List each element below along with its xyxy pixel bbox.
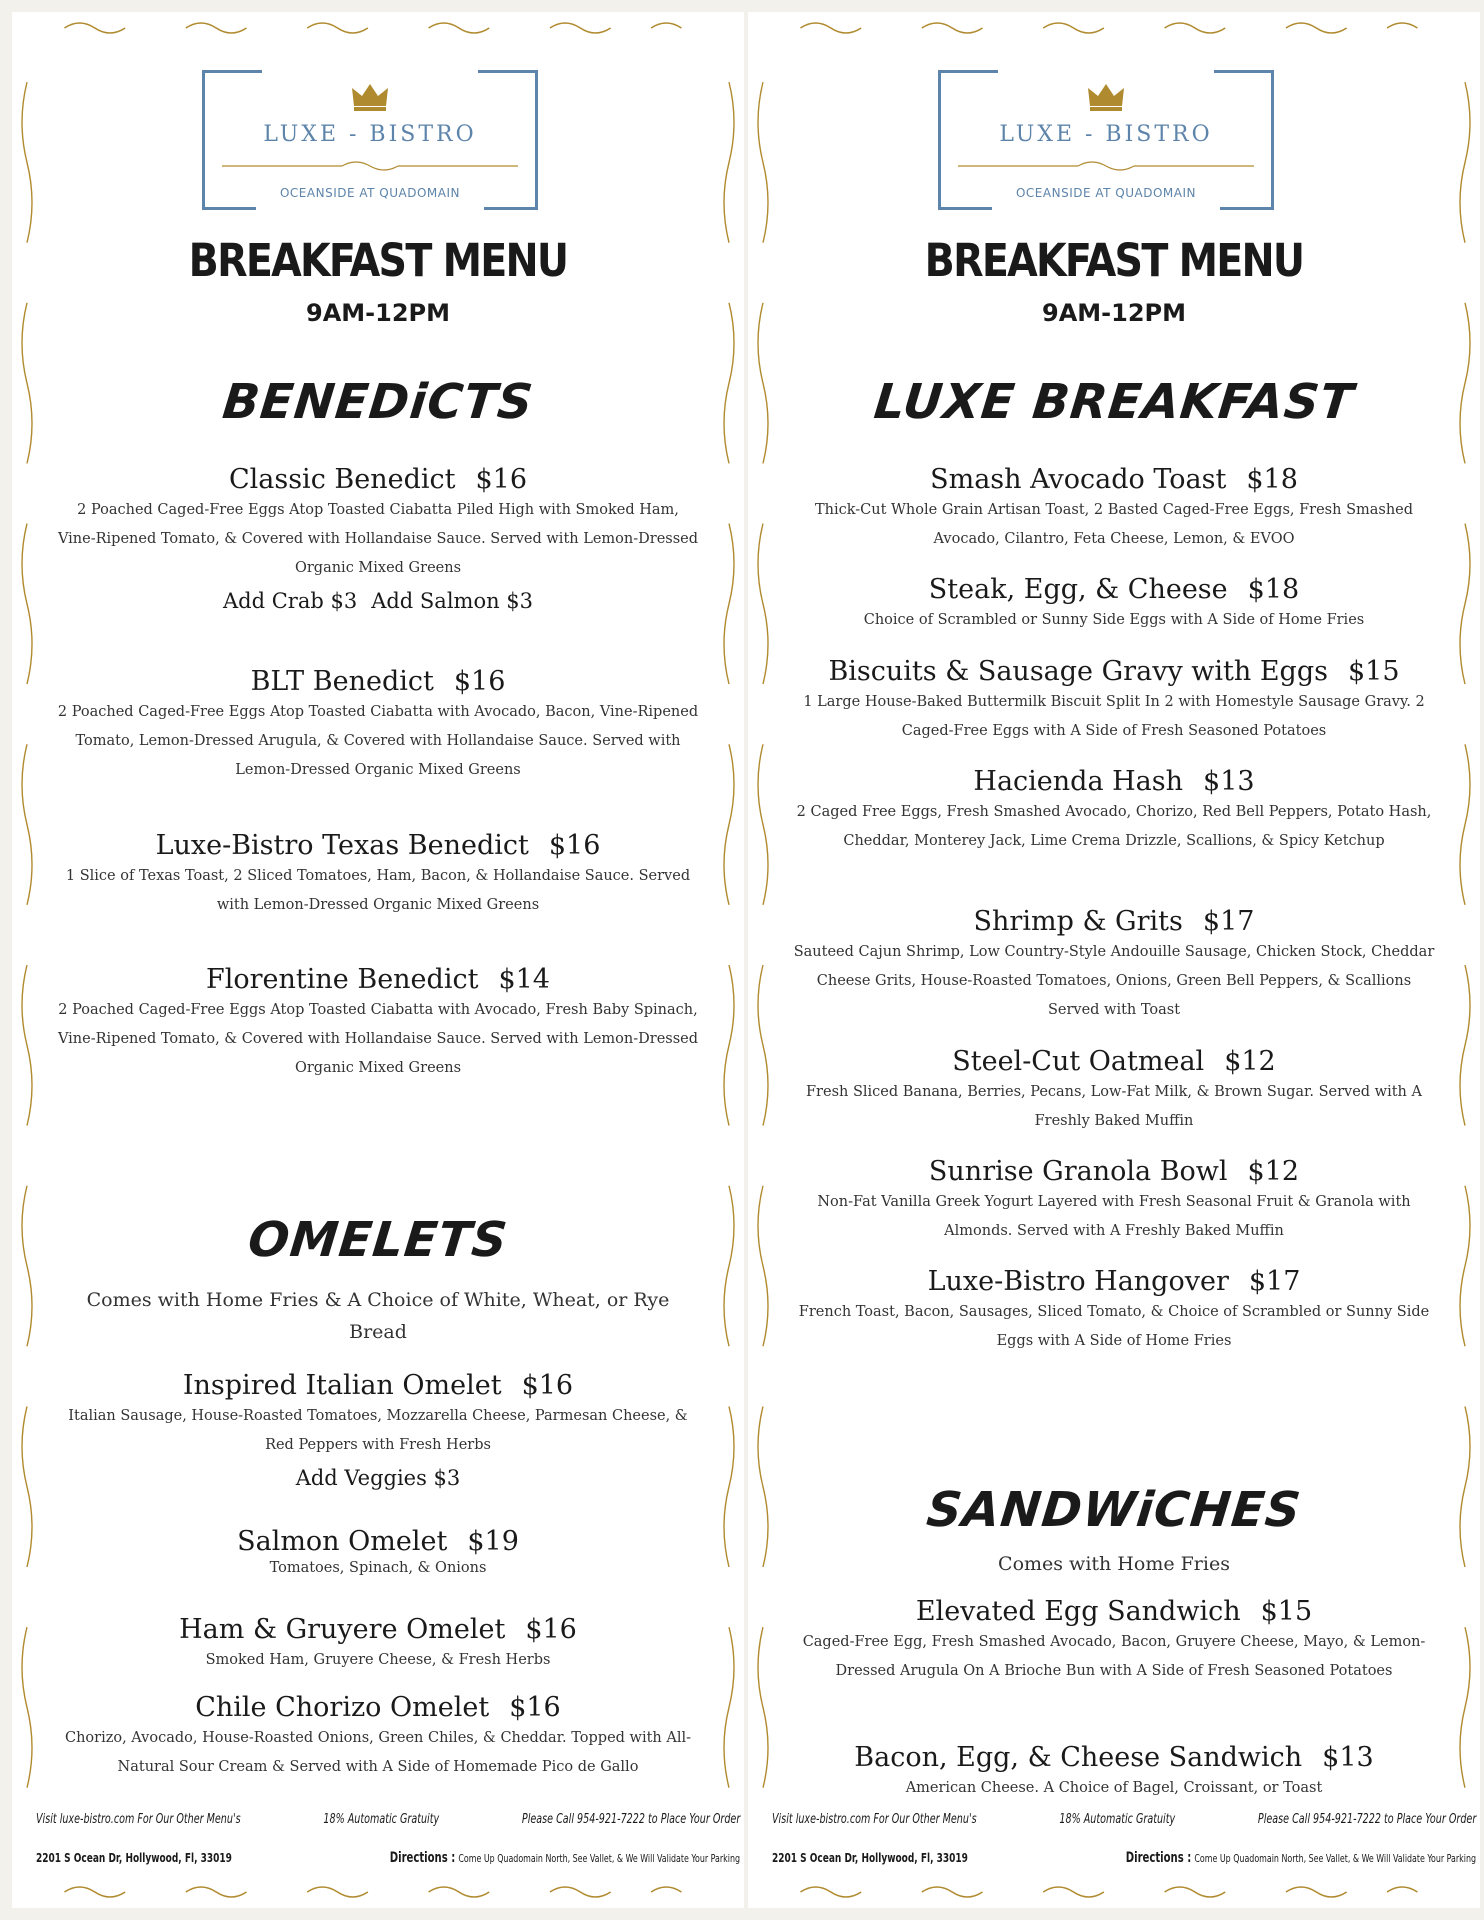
footer-order-phone: Please Call 954-921-7222 to Place Your Order: [521, 1812, 741, 1827]
menu-item-italian-omelet: [52, 1370, 704, 1494]
menu-item-chile-chorizo-omelet: [52, 1692, 704, 1782]
section-note-sandwiches: Comes with Home Fries: [998, 1553, 1230, 1575]
item-name: Florentine Benedict: [206, 964, 479, 995]
footer-directions-text: Come Up Quadomain North, See Vallet, & We Will Validate Your Parking: [1194, 1852, 1476, 1865]
menu-item-elevated-egg-sandwich: [788, 1596, 1440, 1686]
menu-item-sunrise-granola-bowl: [788, 1156, 1440, 1246]
footer-website: Visit luxe-bistro.com For Our Other Menu's: [772, 1812, 977, 1827]
menu-footer: [762, 1802, 1477, 1878]
menu-title: BREAKFAST MENU: [188, 234, 568, 287]
menu-page-right: [748, 12, 1480, 1908]
footer-directions-label: Directions :: [1125, 1850, 1192, 1866]
item-name: Luxe-Bistro Texas Benedict: [155, 830, 529, 861]
menu-item-steel-cut-oatmeal: [788, 1046, 1440, 1136]
section-note-omelets: Comes with Home Fries & A Choice of White, Wheat, or Rye Bread: [86, 1289, 670, 1343]
item-name: Classic Benedict: [228, 464, 456, 495]
item-price: $16: [548, 830, 601, 861]
item-name: BLT Benedict: [250, 666, 434, 697]
item-price: $19: [467, 1526, 519, 1557]
item-description: Thick-Cut Whole Grain Artisan Toast, 2 Basted Caged-Free Eggs, Fresh Smashed Avocado, Cilantro, Feta Cheese, Lemon, & EVOO: [814, 502, 1414, 547]
crown-icon: [350, 82, 390, 112]
item-description: Italian Sausage, House-Roasted Tomatoes, Mozzarella Cheese, Parmesan Cheese, & Red Peppers with Fresh Herbs: [68, 1408, 688, 1453]
item-price: $14: [498, 964, 550, 995]
menu-footer: [26, 1802, 741, 1878]
item-name: Hacienda Hash: [973, 766, 1184, 797]
item-name: Sunrise Granola Bowl: [928, 1156, 1228, 1187]
item-description: American Cheese. A Choice of Bagel, Croissant, or Toast: [905, 1780, 1323, 1796]
menu-title: BREAKFAST MENU: [924, 234, 1304, 287]
item-price: $17: [1202, 906, 1255, 937]
scroll-border-top: [24, 16, 732, 40]
item-description: Smoked Ham, Gruyere Cheese, & Fresh Herbs: [205, 1652, 551, 1668]
item-description: Tomatoes, Spinach, & Onions: [269, 1560, 487, 1576]
item-addon: Add Salmon $3: [371, 589, 534, 613]
brand-divider: [222, 160, 518, 172]
item-description: 1 Large House-Baked Buttermilk Biscuit Split In 2 with Homestyle Sausage Gravy. 2 Caged-Free Eggs with A Side of Fresh Seasoned Potatoes: [803, 694, 1425, 739]
item-description: Fresh Sliced Banana, Berries, Pecans, Low-Fat Milk, & Brown Sugar. Served with A Freshly Baked Muffin: [806, 1084, 1422, 1129]
item-name: Luxe-Bistro Hangover: [927, 1266, 1229, 1297]
section-heading-sandwiches: SANDWiCHES: [924, 1482, 1304, 1538]
item-description: 2 Caged Free Eggs, Fresh Smashed Avocado, Chorizo, Red Bell Peppers, Potato Hash, Cheddar, Monterey Jack, Lime Crema Drizzle, Scallions, & Spicy Ketchup: [796, 804, 1432, 849]
item-description: Caged-Free Egg, Fresh Smashed Avocado, Bacon, Gruyere Cheese, Mayo, & Lemon-Dressed Arugula On A Brioche Bun with A Side of Fresh Seasoned Potatoes: [802, 1634, 1426, 1679]
item-description: Choice of Scrambled or Sunny Side Eggs with A Side of Home Fries: [863, 612, 1365, 628]
item-price: $13: [1322, 1742, 1374, 1773]
menu-item-steak-egg-cheese: [788, 574, 1440, 635]
menu-page-left: [12, 12, 744, 1908]
brand-logo: [938, 70, 1274, 210]
footer-website: Visit luxe-bistro.com For Our Other Menu's: [36, 1812, 241, 1827]
menu-item-texas-benedict: [52, 830, 704, 920]
brand-name: LUXE - BISTRO: [999, 122, 1213, 147]
menu-item-bacon-egg-cheese-sandwich: [788, 1742, 1440, 1803]
footer-address: 2201 S Ocean Dr, Hollywood, Fl, 33019: [36, 1850, 232, 1865]
menu-hours: 9AM-12PM: [1042, 299, 1186, 327]
item-name: Steak, Egg, & Cheese: [928, 574, 1228, 605]
item-name: Inspired Italian Omelet: [182, 1370, 502, 1401]
footer-address: 2201 S Ocean Dr, Hollywood, Fl, 33019: [772, 1850, 968, 1865]
menu-item-classic-benedict: [52, 464, 704, 617]
item-price: $12: [1247, 1156, 1300, 1187]
crown-icon: [1086, 82, 1126, 112]
item-description: Chorizo, Avocado, House-Roasted Onions, Green Chiles, & Cheddar. Topped with All-Natural Sour Cream & Served with A Side of Homemade Pico de Gallo: [64, 1730, 692, 1775]
item-addon: Add Veggies $3: [295, 1466, 461, 1490]
menu-item-salmon-omelet: [52, 1526, 704, 1578]
menu-item-hacienda-hash: [788, 766, 1440, 856]
menu-item-blt-benedict: [52, 666, 704, 785]
menu-item-luxe-hangover: [788, 1266, 1440, 1356]
item-name: Shrimp & Grits: [973, 906, 1183, 937]
item-name: Biscuits & Sausage Gravy with Eggs: [828, 656, 1328, 687]
item-price: $16: [475, 464, 528, 495]
item-price: $15: [1347, 656, 1400, 687]
menu-hours: 9AM-12PM: [306, 299, 450, 327]
menu-item-shrimp-grits: [788, 906, 1440, 1025]
brand-name: LUXE - BISTRO: [263, 122, 477, 147]
brand-subtitle: OCEANSIDE AT QUADOMAIN: [279, 186, 460, 200]
item-addon: Add Crab $3: [222, 589, 358, 613]
item-price: $16: [521, 1370, 574, 1401]
item-description: French Toast, Bacon, Sausages, Sliced Tomato, & Choice of Scrambled or Sunny Side Eggs with A Side of Home Fries: [798, 1304, 1430, 1349]
item-name: Elevated Egg Sandwich: [915, 1596, 1241, 1627]
section-heading-omelets: OMELETS: [245, 1212, 511, 1268]
scroll-border-bottom: [760, 1880, 1468, 1904]
footer-gratuity: 18% Automatic Gratuity: [1059, 1812, 1176, 1827]
item-description: Sauteed Cajun Shrimp, Low Country-Style Andouille Sausage, Chicken Stock, Cheddar Cheese Grits, House-Roasted Tomatoes, Onions, Green Bell Peppers, & Scallions Served with Toast: [793, 944, 1435, 1018]
item-name: Chile Chorizo Omelet: [195, 1692, 490, 1723]
item-description: 1 Slice of Texas Toast, 2 Sliced Tomatoes, Ham, Bacon, & Hollandaise Sauce. Served with Lemon-Dressed Organic Mixed Greens: [65, 868, 691, 913]
item-price: $12: [1224, 1046, 1276, 1077]
item-name: Smash Avocado Toast: [930, 464, 1227, 495]
item-name: Salmon Omelet: [237, 1526, 448, 1557]
item-name: Bacon, Egg, & Cheese Sandwich: [854, 1742, 1303, 1773]
item-price: $16: [453, 666, 506, 697]
item-price: $17: [1248, 1266, 1301, 1297]
item-price: $18: [1247, 574, 1300, 605]
item-description: Non-Fat Vanilla Greek Yogurt Layered with Fresh Seasonal Fruit & Granola with Almonds. Served with A Freshly Baked Muffin: [817, 1194, 1411, 1239]
section-heading-benedicts: BENEDiCTS: [219, 374, 537, 430]
scroll-border-bottom: [24, 1880, 732, 1904]
item-price: $15: [1260, 1596, 1313, 1627]
menu-item-florentine-benedict: [52, 964, 704, 1083]
brand-logo: [202, 70, 538, 210]
menu-item-ham-gruyere-omelet: [52, 1614, 704, 1675]
item-name: Steel-Cut Oatmeal: [952, 1046, 1205, 1077]
footer-directions-label: Directions :: [389, 1850, 456, 1866]
item-description: 2 Poached Caged-Free Eggs Atop Toasted Ciabatta with Avocado, Bacon, Vine-Ripened Tomato, Lemon-Dressed Arugula, & Covered with Hollandaise Sauce. Served with Lemon-Dressed Organic Mixed Greens: [57, 704, 699, 778]
menu-item-smash-avocado-toast: [788, 464, 1440, 554]
brand-divider: [958, 160, 1254, 172]
scroll-border-top: [760, 16, 1468, 40]
brand-subtitle: OCEANSIDE AT QUADOMAIN: [1015, 186, 1196, 200]
footer-order-phone: Please Call 954-921-7222 to Place Your Order: [1257, 1812, 1477, 1827]
menu-item-biscuits-gravy: [788, 656, 1440, 746]
footer-directions-text: Come Up Quadomain North, See Vallet, & We Will Validate Your Parking: [458, 1852, 740, 1865]
item-price: $16: [509, 1692, 561, 1723]
item-name: Ham & Gruyere Omelet: [179, 1614, 506, 1645]
footer-gratuity: 18% Automatic Gratuity: [323, 1812, 440, 1827]
item-price: $16: [525, 1614, 577, 1645]
item-price: $18: [1246, 464, 1298, 495]
item-price: $13: [1203, 766, 1255, 797]
item-description: 2 Poached Caged-Free Eggs Atop Toasted Ciabatta with Avocado, Fresh Baby Spinach, Vine-Ripened Tomato, & Covered with Hollandaise Sauce. Served with Lemon-Dressed Organic Mixed Greens: [57, 1002, 699, 1076]
item-description: 2 Poached Caged-Free Eggs Atop Toasted Ciabatta Piled High with Smoked Ham, Vine-Ripened Tomato, & Covered with Hollandaise Sauce. Served with Lemon-Dressed Organic Mixed Greens: [57, 502, 699, 576]
section-heading-luxe-breakfast: LUXE BREAKFAST: [871, 374, 1357, 430]
